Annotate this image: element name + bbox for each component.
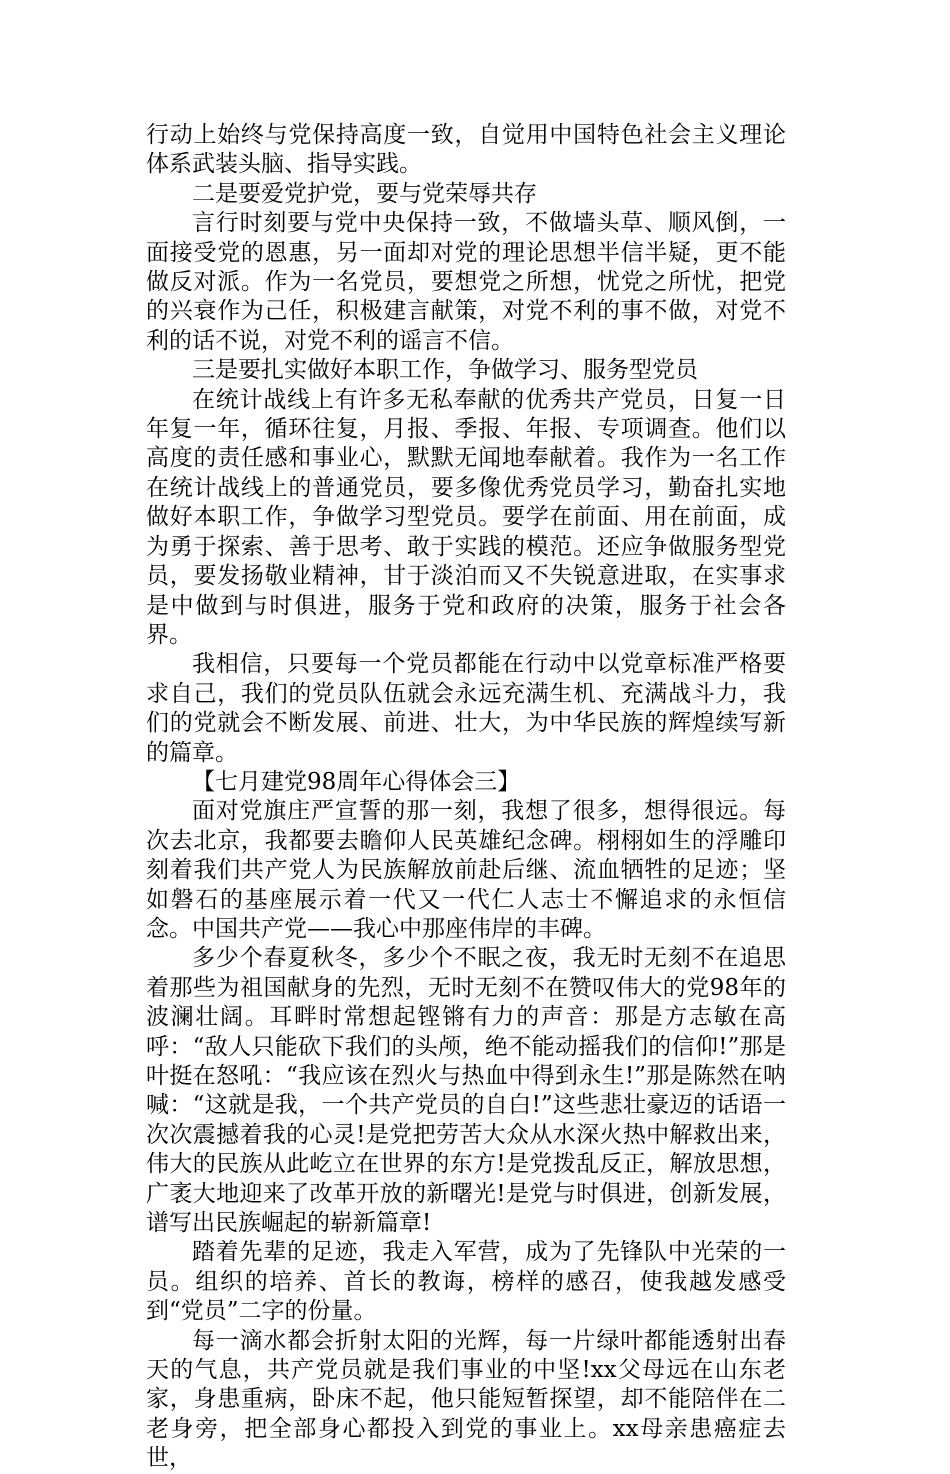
section-heading-2: 二是要爱党护党，要与党荣辱共存 bbox=[192, 180, 537, 207]
paragraph-11: 每一滴水都会折射太阳的光辉，每一片绿叶都能透射出春天的气息，共产党员就是我们事业的中坚!xx父母远在山东老家，身患重病，卧床不起，他只能短暂探望，却不能陪伴在二老身旁，把全部身心都投入到党的事业上。xx母亲患癌症去世， bbox=[146, 1327, 786, 1472]
paragraph-6: 我相信，只要每一个党员都能在行动中以党章标准严格要求自己，我们的党员队伍就会永远充满生机、充满战斗力，我们的党就会不断发展、前进、壮大，为中华民族的辉煌续写新的篇章。 bbox=[146, 651, 786, 766]
document-page bbox=[146, 121, 786, 1474]
article-title-3: 【七月建党98周年心得体会三】 bbox=[192, 768, 521, 795]
paragraph-3: 言行时刻要与党中央保持一致，不做墙头草、顺风倒，一面接受党的恩惠，另一面却对党的理论思想半信半疑，更不能做反对派。作为一名党员，要想党之所想，忧党之所忧，把党的兴衰作为己任，积极建言献策，对党不利的事不做，对党不利的话不说，对党不利的谣言不信。 bbox=[146, 210, 786, 354]
paragraph-8: 面对党旗庄严宣誓的那一刻，我想了很多，想得很远。每次去北京，我都要去瞻仰人民英雄纪念碑。栩栩如生的浮雕印刻着我们共产党人为民族解放前赴后继、流血牺牲的足迹；坚如磐石的基座展示着一代又一代仁人志士不懈追求的永恒信念。中国共产党——我心中那座伟岸的丰碑。 bbox=[146, 798, 786, 942]
paragraph-10: 踏着先辈的足迹，我走入军营，成为了先锋队中光荣的一员。组织的培养、首长的教诲，榜样的感召，使我越发感受到“党员”二字的份量。 bbox=[146, 1239, 786, 1325]
paragraph-1: 行动上始终与党保持高度一致，自觉用中国特色社会主义理论体系武装头脑、指导实践。 bbox=[146, 122, 786, 178]
paragraph-9: 多少个春夏秋冬，多少个不眠之夜，我无时无刻不在追思着那些为祖国献身的先烈，无时无刻不在赞叹伟大的党98年的波澜壮阔。耳畔时常想起铿锵有力的声音：那是方志敏在高呼：“敌人只能砍下我们的头颅，绝不能动摇我们的信仰!”那是叶挺在怒吼：“我应该在烈火与热血中得到永生!”那是陈然在呐喊：“这就是我，一个共产党员的自白!”这些悲壮豪迈的话语一次次震撼着我的心灵!是党把劳苦大众从水深火热中解救出来，伟大的民族从此屹立在世界的东方!是党拨乱反正，解放思想，广袤大地迎来了改革开放的新曙光!是党与时俱进，创新发展，谱写出民族崛起的崭新篇章! bbox=[146, 945, 786, 1237]
paragraph-5: 在统计战线上有许多无私奉献的优秀共产党员，日复一日年复一年，循环往复，月报、季报、年报、专项调查。他们以高度的责任感和事业心，默默无闻地奉献着。我作为一名工作在统计战线上的普通党员，要多像优秀党员学习，勤奋扎实地做好本职工作，争做学习型党员。要学在前面、用在前面，成为勇于探索、善于思考、敢于实践的模范。还应争做服务型党员，要发扬敬业精神，甘于淡泊而又不失锐意进取，在实事求是中做到与时俱进，服务于党和政府的决策，服务于社会各界。 bbox=[146, 386, 786, 648]
section-heading-3: 三是要扎实做好本职工作，争做学习、服务型党员 bbox=[192, 357, 698, 384]
